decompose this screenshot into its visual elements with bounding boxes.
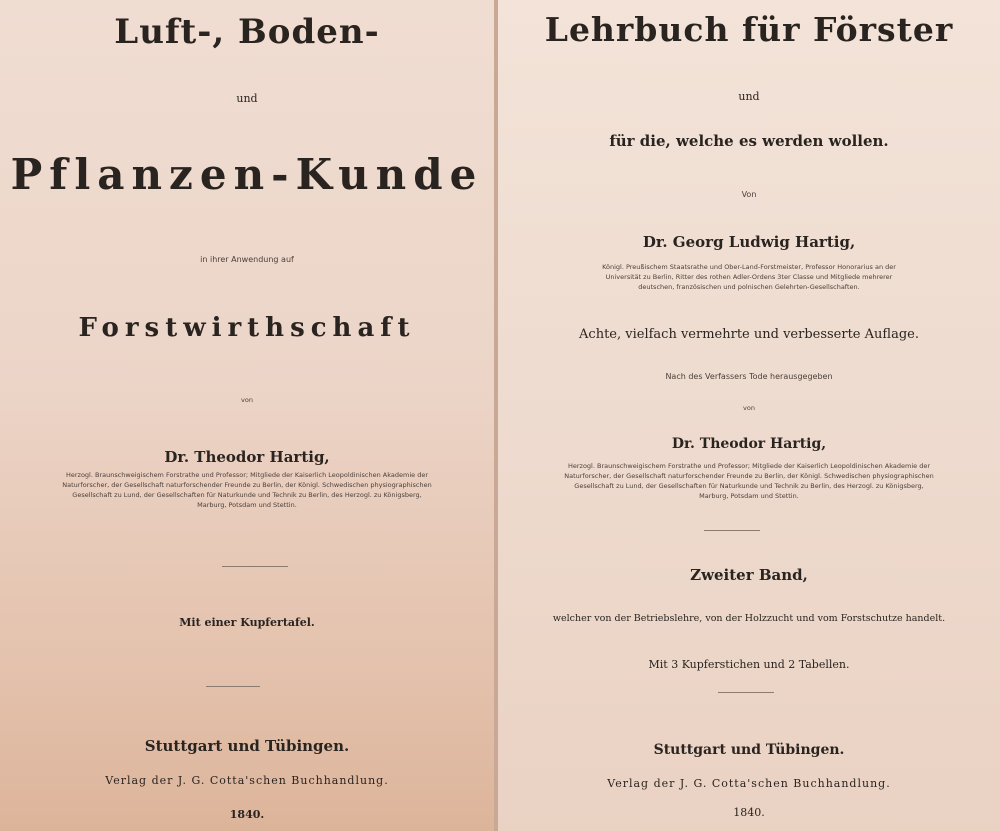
right-editor: Dr. Theodor Hartig, xyxy=(671,436,827,452)
right-divider-2 xyxy=(718,692,774,693)
right-posthumous: Nach des Verfassers Tode herausgegeben xyxy=(665,372,833,381)
left-credentials-1: Herzogl. Braunschweigischem Forstrathe und Professor; Mitgliede der Kaiserlich Leopoldinischen Akademie der xyxy=(65,471,428,479)
left-title-line2: Pflanzen-Kunde xyxy=(10,150,484,199)
left-author: Dr. Theodor Hartig, xyxy=(164,448,330,466)
right-von: Von xyxy=(741,190,757,199)
left-und: und xyxy=(236,92,258,105)
left-divider-2 xyxy=(206,686,260,687)
right-credentials-2: Universität zu Berlin, Ritter des rothen Adler-Ordens 3ter Classe und Mitgliede mehrerer xyxy=(605,273,893,281)
right-editor-credentials-3: Gesellschaft zu Lund, der Gesellschaften für Naturkunde und Technik zu Berlin, des Herzogl. zu Königsberg, xyxy=(574,482,924,490)
left-credentials-3: Gesellschaft zu Lund, der Gesellschaften für Naturkunde und Technik zu Berlin, des Herzogl. zu Königsberg, xyxy=(72,491,422,499)
right-title: Lehrbuch für Förster xyxy=(544,10,954,49)
right-credentials-3: deutschen, französischen und polnischen Gelehrten-Gesellschaften. xyxy=(638,283,860,291)
left-year: 1840. xyxy=(229,808,265,821)
right-volume-desc: welcher von der Betriebslehre, von der Holzzucht und vom Forstschutze handelt. xyxy=(552,613,946,624)
right-editor-credentials-2: Naturforscher, der Gesellschaft naturforschender Freunde zu Berlin, der Königl. Schwedischen physiographischen xyxy=(564,472,934,480)
right-publisher: Verlag der J. G. Cotta'schen Buchhandlung. xyxy=(607,777,891,790)
right-von2: von xyxy=(743,404,755,412)
right-subtitle: für die, welche es werden wollen. xyxy=(609,132,889,150)
left-plate-note: Mit einer Kupfertafel. xyxy=(179,616,315,629)
left-title-line3: Forstwirthschaft xyxy=(78,313,416,343)
right-edition: Achte, vielfach vermehrte und verbesserte Auflage. xyxy=(579,327,919,342)
left-city: Stuttgart und Tübingen. xyxy=(144,737,350,755)
right-volume: Zweiter Band, xyxy=(690,566,808,584)
left-credentials-2: Naturforscher, der Gesellschaft naturforschender Freunde zu Berlin, der Königl. Schwedischen physiographischen xyxy=(62,481,432,489)
left-divider-1 xyxy=(222,566,288,567)
left-title-page xyxy=(0,0,494,831)
right-city: Stuttgart und Tübingen. xyxy=(653,742,845,758)
right-editor-credentials-1: Herzogl. Braunschweigischem Forstrathe und Professor; Mitgliede der Kaiserlich Leopoldinischen Akademie der xyxy=(567,462,930,470)
right-divider-1 xyxy=(704,530,760,531)
left-title-line1: Luft-, Boden- xyxy=(114,12,380,52)
right-credentials-1: Königl. Preußischem Staatsrathe und Ober-Land-Forstmeister, Professor Honorarius an der xyxy=(602,263,896,271)
right-und: und xyxy=(738,90,760,103)
left-publisher: Verlag der J. G. Cotta'schen Buchhandlung. xyxy=(105,774,389,787)
right-plates: Mit 3 Kupferstichen und 2 Tabellen. xyxy=(648,658,850,671)
left-von: von xyxy=(241,396,253,404)
left-credentials-4: Marburg, Potsdam und Stettin. xyxy=(197,501,297,509)
right-title-page xyxy=(498,0,1000,831)
right-editor-credentials-4: Marburg, Potsdam und Stettin. xyxy=(699,492,799,500)
right-year: 1840. xyxy=(733,806,765,819)
right-author: Dr. Georg Ludwig Hartig, xyxy=(642,233,856,251)
left-applied: in ihrer Anwendung auf xyxy=(200,255,294,264)
